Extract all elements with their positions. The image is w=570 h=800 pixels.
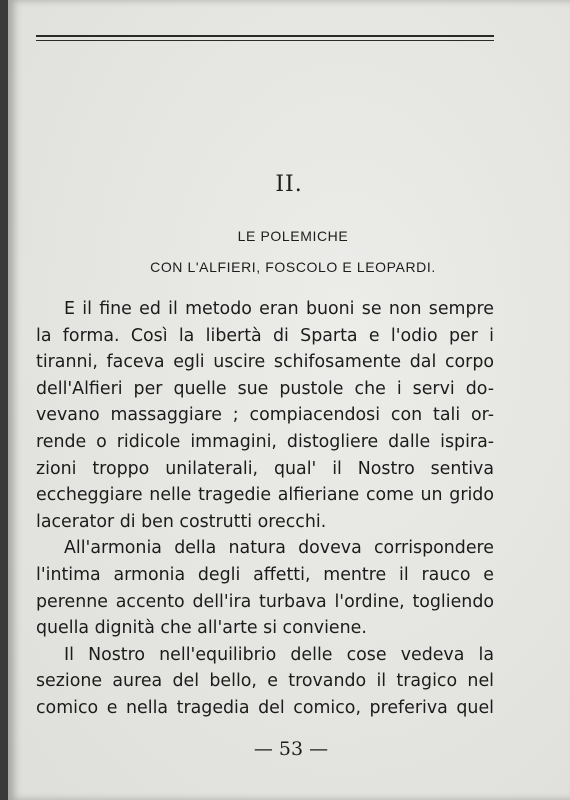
text-line: eccheggiare nelle tragedie alfieriane come un grido [36, 485, 494, 506]
text-line: All'armonia della natura doveva corrispondere [64, 538, 494, 559]
text-line: lacerator di ben costrutti orecchi. [36, 511, 327, 532]
header-rule-thick [36, 35, 494, 37]
header-rule-thin [36, 40, 494, 41]
paragraph-1 [36, 296, 494, 535]
book-page [8, 0, 570, 800]
text-line: dell'Alfieri per quelle sue pustole che i servi do- [36, 378, 494, 399]
text-line: la forma. Così la libertà di Sparta e l'odio per i [36, 325, 494, 346]
body-text [36, 296, 494, 722]
paragraph-2 [36, 535, 494, 641]
text-line: quella dignità che all'arte si conviene. [36, 618, 367, 639]
text-line: rende o ridicole immagini, distogliere dalle ispira- [36, 431, 494, 452]
page-number: — 53 — [253, 738, 329, 760]
text-line: zioni troppo unilaterali, qual' il Nostro sentiva [36, 458, 494, 479]
paragraph-3 [36, 642, 494, 722]
text-line: sezione aurea del bello, e trovando il tragico nel [36, 671, 494, 692]
text-line: vevano massaggiare ; compiacendosi con tali or- [36, 405, 494, 426]
text-line: l'intima armonia degli affetti, mentre il rauco e [36, 564, 494, 585]
text-line: comico e nella tragedia del comico, preferiva quel [36, 697, 494, 718]
text-line: Il Nostro nell'equilibrio delle cose vedeva la [64, 644, 494, 665]
chapter-title-line-2: CON L'ALFIERI, FOSCOLO E LEOPARDI. [150, 259, 436, 275]
chapter-number: II. [275, 172, 303, 197]
text-line: tiranni, faceva egli uscire schifosamente dal corpo [36, 352, 494, 373]
text-line: perenne accento dell'ira turbava l'ordine, togliendo [36, 591, 494, 612]
chapter-title-line-1: LE POLEMICHE [237, 228, 349, 244]
text-line: E il fine ed il metodo eran buoni se non sempre [64, 299, 494, 319]
